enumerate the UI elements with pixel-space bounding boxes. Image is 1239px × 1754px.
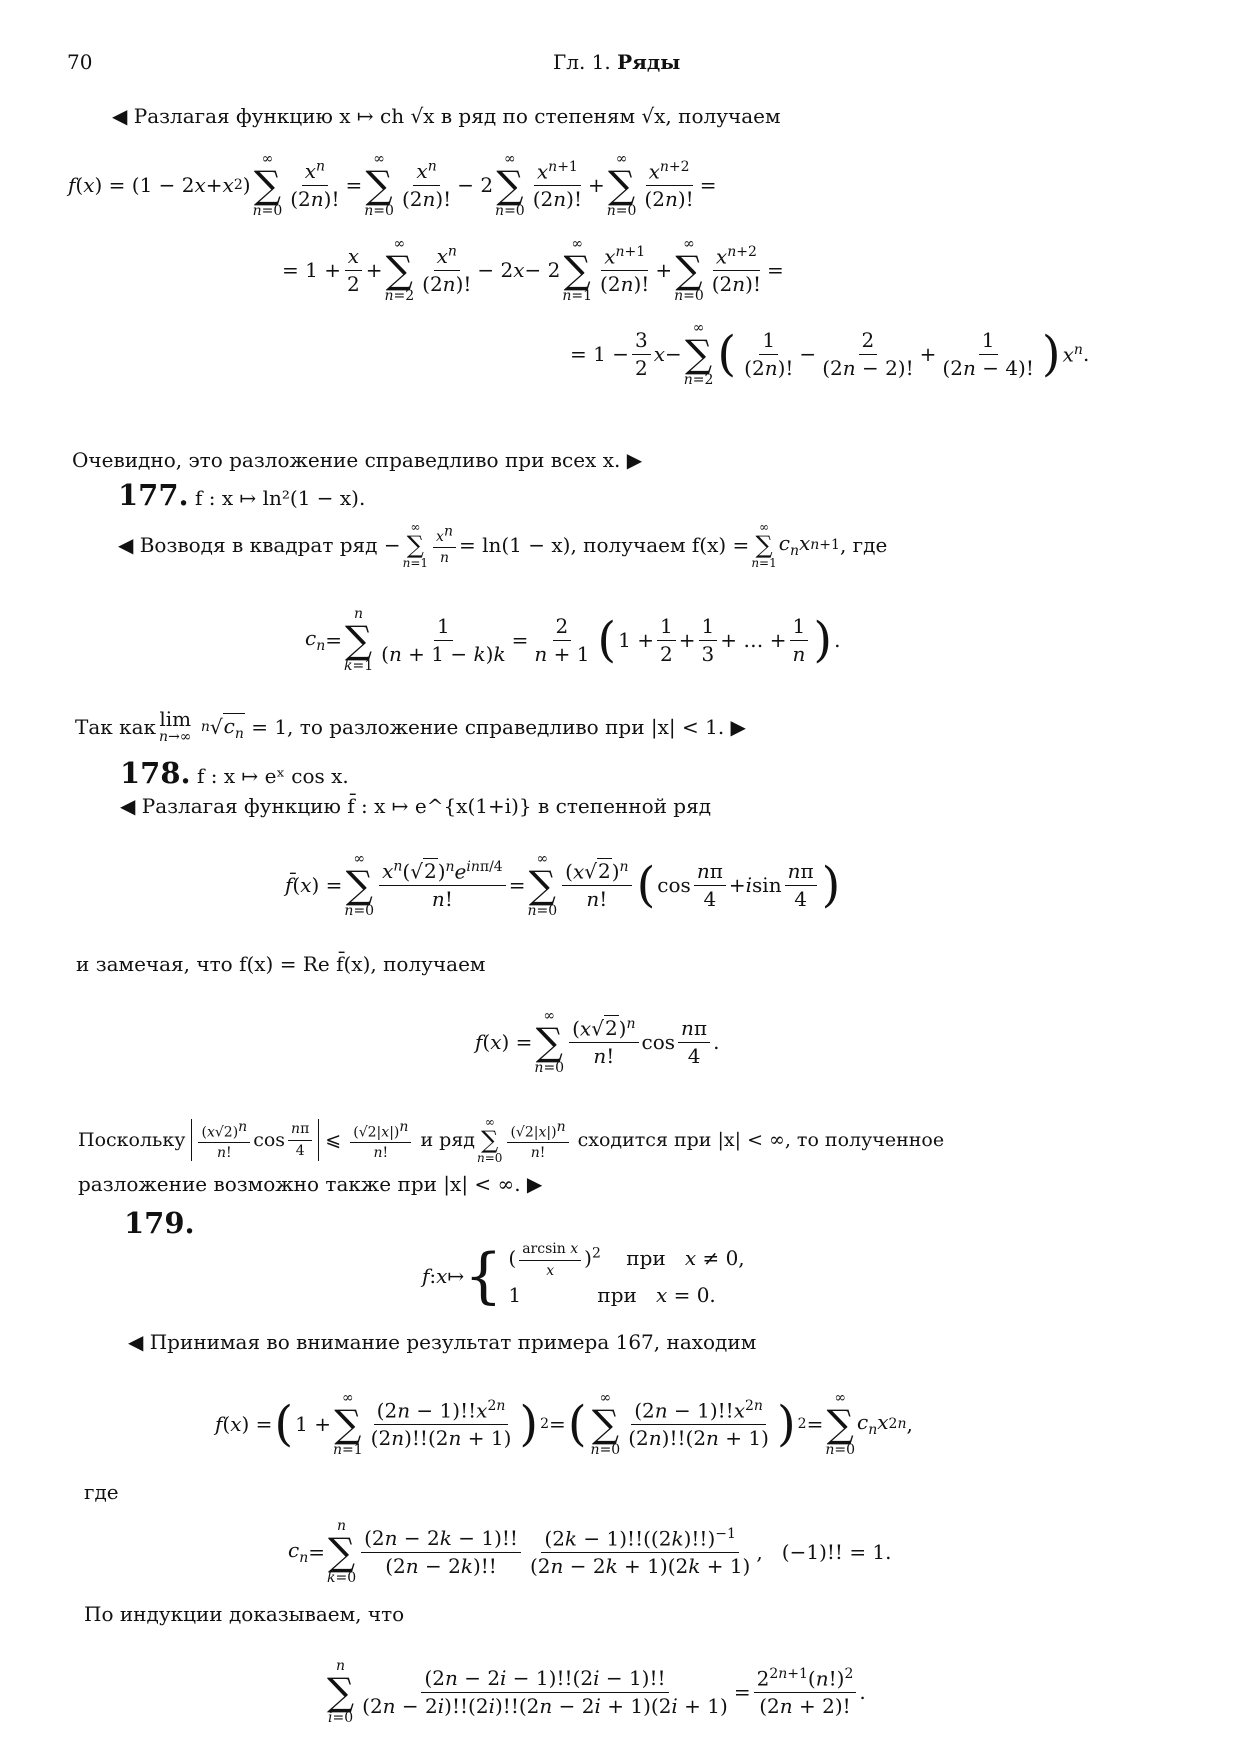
- text-fragment: , где: [839, 533, 888, 557]
- word-where: где: [84, 1480, 119, 1504]
- equation-ch-expansion-3: = 1 − $\frac{3}{2}$ x − ∞ ∑ n=2 ( $\frac{1}{(2n)!}$ − $\frac{2}{(2n - 2)!}$ + $\frac{1}{(2n - 4)!}$ ) $x^n$ .: [570, 320, 1090, 388]
- conclusion-176: Очевидно, это разложение справедливо при всех x. ▶: [72, 448, 643, 472]
- text-fragment: и ряд: [420, 1129, 476, 1151]
- equation-178-result: f ( x ) = ∞ ∑ n=0 $\frac{(x√2)^n}{n!}$ cos $\frac{n\pi}{4}$ .: [475, 1008, 720, 1076]
- text-fragment: = ln(1 − x), получаем f(x) =: [458, 533, 750, 557]
- text-fragment: Так как: [75, 715, 157, 739]
- page-number: 70: [67, 50, 93, 74]
- line-178-conclusion: разложение возможно также при |x| < ∞. ▶: [78, 1172, 543, 1196]
- exercise-function: f : x ↦ eˣ cos x.: [197, 764, 349, 788]
- text-fragment: ◀ Возводя в квадрат ряд −: [118, 533, 401, 557]
- equation-179-definition: f : x ↦ { ( $\frac{\text{arcsin x}}{x}$ )$^2$ при x ≠ 0, 1 при x = 0.: [422, 1241, 745, 1311]
- exercise-function: f : x ↦ ln²(1 − x).: [195, 486, 366, 510]
- text-fragment: Поскольку: [78, 1129, 186, 1151]
- line-178-real-part: и замечая, что f(x) = Re f̄(x), получаем: [76, 952, 486, 976]
- equation-179-identity: n ∑ i=0 $\frac{(2n - 2i - 1)!!(2i - 1)!!}{(2n - 2i)!!(2i)!!(2n - 2i + 1)(2i + 1)}$ = $\frac{2^{2n+1}(n!)^2}{(2n + 2)!}$ .: [327, 1658, 866, 1726]
- equation-179-coefficients: $c_n$ = n ∑ k=0 $\frac{(2n - 2k - 1)!!}{(2n - 2k)!!}$ $\frac{(2k - 1)!!((2k)!!)^{-1}}{(2n - 2k + 1)(2k + 1)}$ , (−1)!! = 1.: [288, 1518, 892, 1586]
- running-header: [553, 50, 680, 74]
- line-178-intro: ◀ Разлагая функцию f̄ : x ↦ e^{x(1+i)} в степенной ряд: [120, 794, 712, 818]
- equation-179-square: f ( x ) = ( 1 + ∞ ∑ n=1 $\frac{(2n - 1)!!x^{2n}}{(2n)!!(2n + 1)}$ ) 2 = ( ∞ ∑ n=0 $\frac{(2n - 1)!!x^{2n}}{(2n)!!(2n + 1)}$ ) 2 = ∞ ∑ n=0 $c_nx$ 2n ,: [215, 1390, 913, 1458]
- line-179-induction: По индукции доказываем, что: [84, 1602, 405, 1626]
- intro-line: ◀ Разлагая функцию x ↦ ch √x в ряд по степеням √x, получаем: [112, 104, 781, 128]
- chapter-title: Ряды: [617, 50, 681, 74]
- chapter-number: Гл. 1.: [553, 50, 611, 74]
- equation-177-coefficients: $c_n$ = n ∑ k=1 $\frac{1}{(n + 1 - k)k}$ = $\frac{2}{n + 1}$ ( 1 + $\frac{1}{2}$ + $\frac{1}{3}$ + … + $\frac{1}{n}$ ) .: [305, 606, 841, 674]
- text-fragment: (−1)!! = 1.: [781, 1540, 892, 1564]
- equation-ch-expansion-2: = 1 + $\frac{x}{2}$ + ∞ ∑ n=2 $\frac{x^n}{(2n)!}$ − 2 x − 2 ∞ ∑ n=1 $\frac{x^{n+1}}{(2n)!}$ + ∞ ∑ n=0 $\frac{x^{n+2}}{(2n)!}$ =: [282, 236, 784, 304]
- text-fragment: = 1, то разложение справедливо при |x| < 1. ▶: [251, 715, 746, 739]
- exercise-number: 177.: [118, 478, 189, 512]
- exercise-179: 179.: [124, 1206, 195, 1240]
- exercise-177: [118, 478, 365, 512]
- text-fragment: сходится при |x| < ∞, то полученное: [577, 1129, 945, 1151]
- exercise-number: 178.: [120, 756, 191, 790]
- line-177-convergence: Так как lim n→∞ n √ $c_n$ = 1, то разложение справедливо при |x| < 1. ▶: [75, 707, 746, 746]
- line-177-solution: ◀ Возводя в квадрат ряд − ∞ ∑ n=1 $\frac{x^n}{n}$ = ln(1 − x), получаем f(x) = ∞ ∑ n=1 $c_nx$ n+1 , где: [118, 520, 888, 570]
- line-179-intro: ◀ Принимая во внимание результат примера 167, находим: [128, 1330, 757, 1354]
- exercise-178: [120, 756, 349, 790]
- equation-ch-expansion-1: f ( x ) = (1 − 2 x + x 2 ) ∞ ∑ n=0 $\frac{x^n}{(2n)!}$ = ∞ ∑ n=0 $\frac{x^n}{(2n)!}$ − 2 ∞ ∑ n=0 $\frac{x^{n+1}}{(2n)!}$ + ∞ ∑ n=0 $\frac{x^{n+2}}{(2n)!}$ =: [68, 151, 717, 219]
- line-178-estimate: Поскольку $\frac{(x√2)^n}{n!}$ cos $\frac{n\pi}{4}$ ⩽ $\frac{(√2|x|)^n}{n!}$ и ряд ∞ ∑ n=0 $\frac{(√2|x|)^n}{n!}$ сходится при |x| < ∞, то полученное: [78, 1115, 945, 1165]
- equation-178-complex-series: f̄ ( x ) = ∞ ∑ n=0 $\frac{x^n(√2)^ne^{in\pi/4}}{n!}$ = ∞ ∑ n=0 $\frac{(x√2)^n}{n!}$ ( cos $\frac{n\pi}{4}$ + i sin $\frac{n\pi}{4}$ ): [285, 851, 841, 919]
